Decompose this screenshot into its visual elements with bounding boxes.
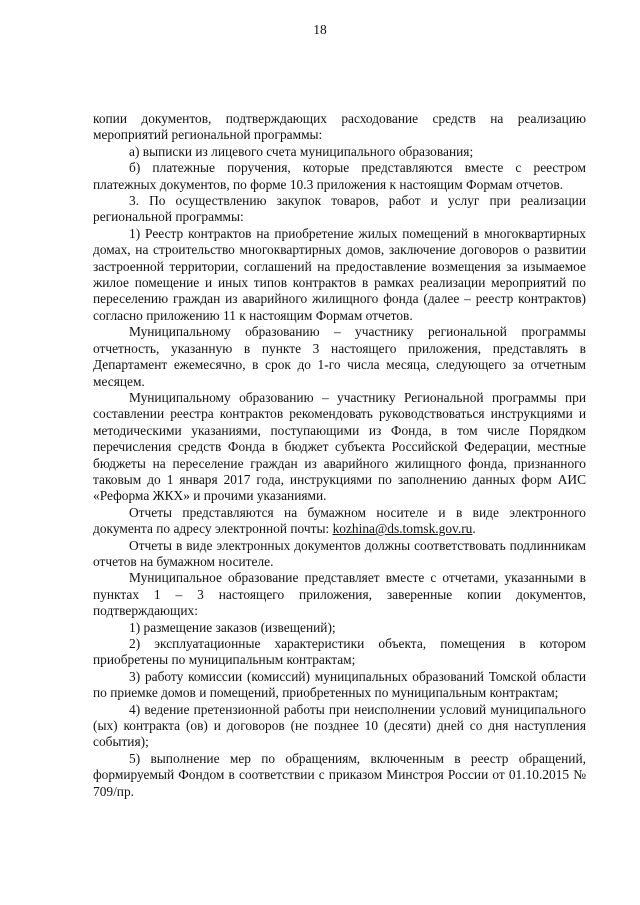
paragraph-electronic-match: Отчеты в виде электронных документов должны соответствовать подлинникам отчетов на бумажном носителе. <box>93 537 586 569</box>
paragraph-account-statements: а) выписки из лицевого счета муниципального образования; <box>129 143 474 159</box>
paragraph-supporting-documents: копии документов, подтверждающих расходование средств на реализацию мероприятий региональной программы: <box>93 111 586 143</box>
paragraph-payment-orders: б) платежные поручения, которые представляются вместе с реестром платежных документов, по форме 10.3 приложения к настоящим Формам отчетов. <box>93 160 586 192</box>
electronic-submission-text: Отчеты представляются на бумажном носителе и в виде электронного документа по адресу электронной почты: <box>93 504 586 537</box>
paragraph-fund-instructions: Муниципальному образованию – участнику Региональной программы при составлении реестра контрактов рекомендовать руководствоваться инструкциями и методическими указаниями, поступающими из Фонда, в том числе Порядком перечисления средств Фонда в бюджет субъекта Российской Федерации, местные бюджеты на переселение граждан из аварийного жилищного фонда, признанного таковым до 1 января 2017 года, инструкциями по заполнению данных форм АИС «Реформа ЖКХ» и прочими указаниями. <box>93 389 586 504</box>
document-body <box>93 111 586 800</box>
paragraph-certified-copies: Муниципальное образование представляет вместе с отчетами, указанными в пунктах 1 – 3 настоящего приложения, заверенные копии документов, подтверждающих: <box>93 570 586 619</box>
list-item-commission: 3) работу комиссии (комиссий) муниципальных образований Томской области по приемке домов и помещений, приобретенных по муниципальным контрактам; <box>93 668 586 701</box>
page-number: 18 <box>313 22 327 37</box>
paragraph-procurement: 3. По осуществлению закупок товаров, работ и услуг при реализации региональной программы: <box>93 193 586 225</box>
list-item-appeals: 5) выполнение мер по обращениям, включенным в реестр обращений, формируемый Фондом в соответствии с приказом Минстроя России от 01.10.2015 № 709/пр. <box>93 750 586 799</box>
paragraph-monthly-reporting: Муниципальному образованию – участнику региональной программы отчетность, указанную в пункте 3 настоящего приложения, представлять в Департамент ежемесячно, в срок до 1-го числа месяца, следующего за отчетным месяцем. <box>93 324 586 389</box>
electronic-submission-end: . <box>472 521 476 537</box>
paragraph-contract-registry: 1) Реестр контрактов на приобретение жилых помещений в многоквартирных домах, на строительство многоквартирных домов, заключение договоров о развитии застроенной территории, соглашений на предоставление возмещения за изымаемое жилое помещение и иных типов контрактов в рамках реализации мероприятий по переселению граждан из аварийного жилищного фонда (далее – реестр контрактов) согласно приложению 11 к настоящим Формам отчетов. <box>93 225 586 323</box>
list-item-orders: 1) размещение заказов (извещений); <box>129 619 336 635</box>
list-item-claims: 4) ведение претензионной работы при неисполнении условий муниципального (ых) контракта (ов) и договоров (не позднее 10 (десяти) дней со дня наступления события); <box>93 701 586 750</box>
list-item-characteristics: 2) эксплуатационные характеристики объекта, помещения в котором приобретены по муниципальным контрактам; <box>93 636 586 668</box>
email-link[interactable]: kozhina@ds.tomsk.gov.ru <box>332 521 473 537</box>
paragraph-electronic-submission <box>93 505 586 538</box>
